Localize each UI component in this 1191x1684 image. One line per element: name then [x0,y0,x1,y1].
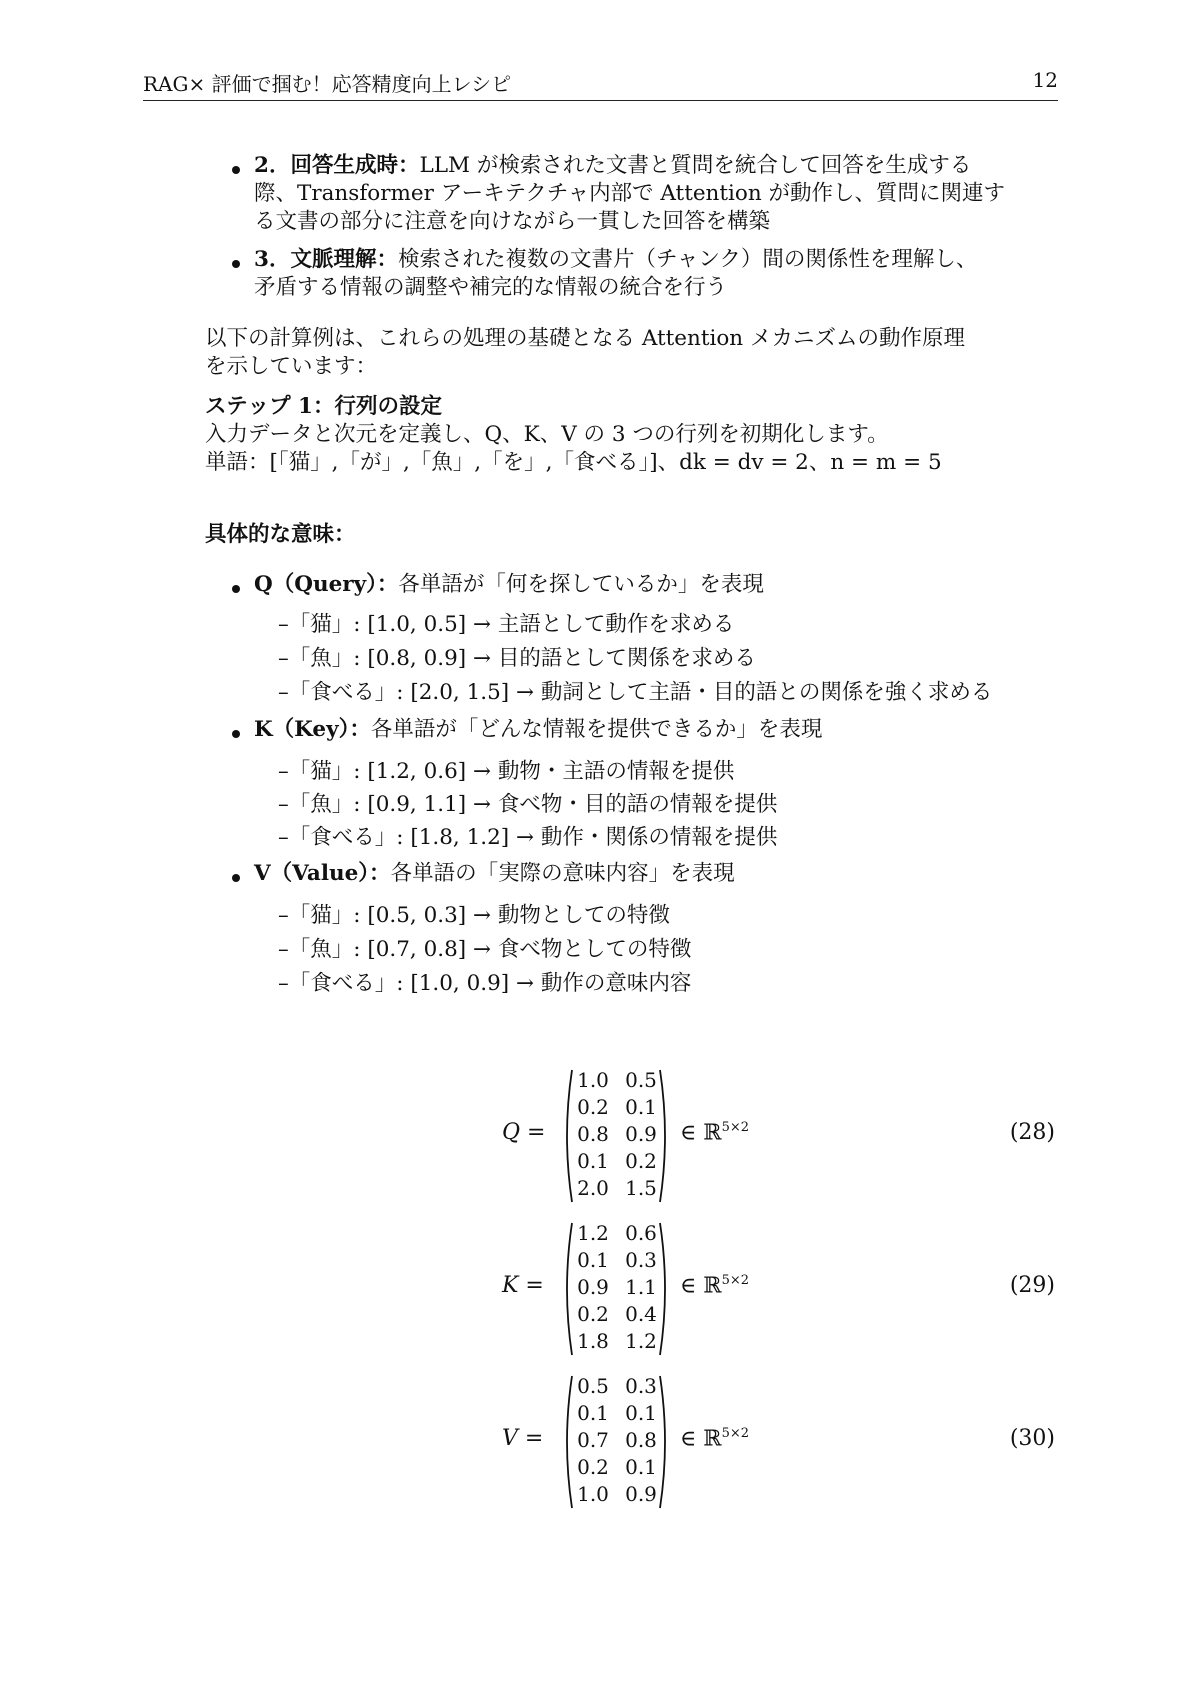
equation-v [0,1370,1191,1510]
matrix-cell: 0.5 [625,1068,657,1092]
matrix-cell: 1.8 [577,1329,609,1353]
bullet-dot [232,166,240,174]
matrix-cell: 0.9 [625,1122,657,1146]
dimension: 5×2 [721,1273,749,1288]
bullet-dot [232,260,240,268]
matrix-q [560,1068,672,1204]
meaning-text: 各単語の「実際の意味内容」を表現 [390,861,735,886]
meaning-subitem: –「魚」: [0.8, 0.9] → 目的語として関係を求める [278,646,756,671]
equation-number: (30) [1009,1426,1055,1451]
running-header [143,66,1058,101]
matrix-cell: 0.1 [625,1455,657,1479]
equation-rhs [680,1120,749,1145]
matrix-cell: 1.5 [625,1176,657,1200]
list-item-generation [254,152,1064,236]
equation-lhs: Q = [502,1120,546,1145]
meaning-lead: V（Value）： [254,861,391,886]
intro-line: を示しています： [205,354,378,379]
list-item-line: る文書の部分に注意を向けながら一貫した回答を構築 [254,209,771,234]
meaning-text: 各単語が「どんな情報を提供できるか」を表現 [370,717,823,742]
meaning-lead: K（Key）： [254,717,371,742]
matrix-cell: 1.0 [577,1068,609,1092]
real-space: ∈ ℝ [680,1273,722,1299]
meaning-subitem: –「猫」: [1.2, 0.6] → 動物・主語の情報を提供 [278,759,735,784]
meaning-subitem: –「食べる」: [1.0, 0.9] → 動作の意味内容 [278,971,692,996]
meaning-item-value [254,860,1064,888]
matrix-cell: 0.9 [625,1482,657,1506]
equation-number: (29) [1009,1273,1055,1298]
bullet-dot [232,730,240,738]
matrix-cell: 0.3 [625,1374,657,1398]
meaning-subitem: –「猫」: [1.0, 0.5] → 主語として動作を求める [278,612,735,637]
meaning-lead: Q（Query）： [254,572,399,597]
meaning-subitem: –「魚」: [0.9, 1.1] → 食べ物・目的語の情報を提供 [278,792,778,817]
meaning-item-query [254,571,1064,599]
meaning-text: 各単語が「何を探しているか」を表現 [398,572,764,597]
equation-q [0,1064,1191,1204]
matrix-cell: 2.0 [577,1176,609,1200]
matrix-cell: 0.1 [577,1149,609,1173]
page-number: 12 [1032,68,1058,92]
matrix-cell: 0.4 [625,1302,657,1326]
bullet-dot [232,874,240,882]
equation-lhs: K = [502,1273,544,1298]
matrix-cell: 1.0 [577,1482,609,1506]
matrix-cell: 0.9 [577,1275,609,1299]
equation-rhs [680,1273,749,1298]
list-item-lead: 3．文脈理解： [254,247,398,272]
matrix-v [560,1374,672,1510]
bullet-dot [232,585,240,593]
step-section [205,393,1065,477]
step-heading: ステップ 1：行列の設定 [205,394,443,419]
dimension: 5×2 [721,1426,749,1441]
meaning-item-key [254,716,1064,744]
matrix-cell: 0.8 [577,1122,609,1146]
equation-lhs: V = [502,1426,544,1451]
list-item-line: 矛盾する情報の調整や補完的な情報の統合を行う [254,275,728,300]
matrix-cell: 0.1 [625,1401,657,1425]
intro-line: 以下の計算例は、これらの処理の基礎となる Attention メカニズムの動作原理 [205,326,965,351]
matrix-cell: 0.7 [577,1428,609,1452]
matrix-cell: 0.8 [625,1428,657,1452]
meaning-subitem: –「食べる」: [1.8, 1.2] → 動作・関係の情報を提供 [278,825,778,850]
dimension: 5×2 [721,1120,749,1135]
equation-k [0,1217,1191,1357]
meaning-subitem: –「猫」: [0.5, 0.3] → 動物としての特徴 [278,903,670,928]
header-title: RAG× 評価で掴む！応答精度向上レシピ [143,72,512,96]
matrix-k [560,1221,672,1357]
matrix-cell: 0.2 [577,1455,609,1479]
list-item-context [254,246,1064,302]
real-space: ∈ ℝ [680,1120,722,1146]
list-item-line: 際、Transformer アーキテクチャ内部で Attention が動作し、質問に関連す [254,181,1006,206]
real-space: ∈ ℝ [680,1426,722,1452]
matrix-cell: 0.2 [577,1095,609,1119]
matrix-cell: 0.3 [625,1248,657,1272]
equation-number: (28) [1009,1120,1055,1145]
matrix-cell: 1.2 [625,1329,657,1353]
intro-paragraph [205,325,1065,381]
matrix-cell: 0.1 [577,1248,609,1272]
matrix-cell: 0.2 [577,1302,609,1326]
list-item-lead: 2．回答生成時： [254,153,420,178]
matrix-cell: 0.1 [577,1401,609,1425]
matrix-cell: 1.1 [625,1275,657,1299]
matrix-cell: 0.5 [577,1374,609,1398]
matrix-cell: 0.1 [625,1095,657,1119]
list-item-line: LLM が検索された文書と質問を統合して回答を生成する [419,153,972,178]
list-item-line: 検索された複数の文書片（チャンク）間の関係性を理解し、 [397,247,978,272]
step-words: 単語：[「猫」,「が」,「魚」,「を」,「食べる」]、dk = dv = 2、n = m = 5 [205,450,942,475]
matrix-cell: 0.2 [625,1149,657,1173]
step-description: 入力データと次元を定義し、Q、K、V の 3 つの行列を初期化します。 [205,422,889,447]
meaning-subitem: –「魚」: [0.7, 0.8] → 食べ物としての特徴 [278,937,692,962]
meaning-heading: 具体的な意味： [205,522,356,547]
matrix-cell: 0.6 [625,1221,657,1245]
matrix-cell: 1.2 [577,1221,609,1245]
equation-rhs [680,1426,749,1451]
meaning-subitem: –「食べる」: [2.0, 1.5] → 動詞として主語・目的語との関係を強く求める [278,680,993,705]
